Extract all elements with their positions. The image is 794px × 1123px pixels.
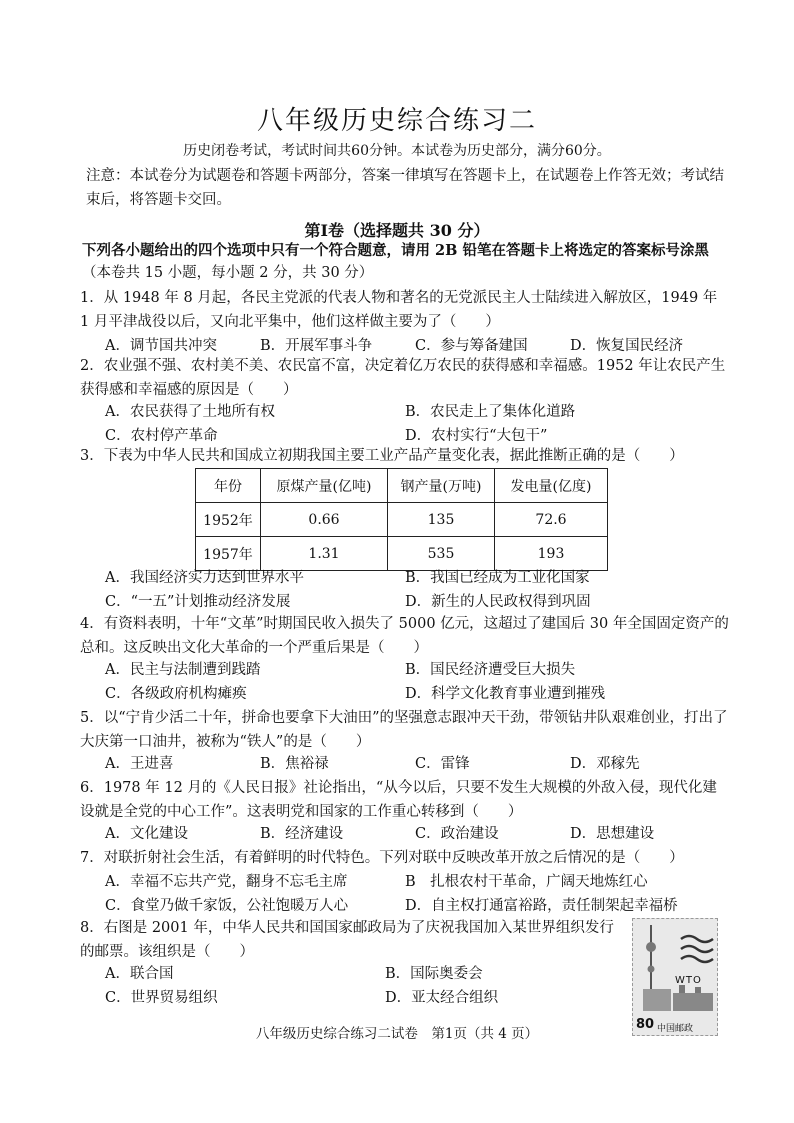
option: D．思想建设 <box>570 826 655 842</box>
table-cell: 1952年 <box>196 503 261 537</box>
option: B．农民走上了集体化道路 <box>405 404 576 420</box>
section-note: （本卷共 15 小题，每小题 2 分，共 30 分） <box>82 265 374 281</box>
option: C．农村停产革命 <box>105 428 218 444</box>
option: A．联合国 <box>105 966 174 982</box>
option: B．我国已经成为工业化国家 <box>405 570 590 586</box>
question-7-stem: 7．对联折射社会生活，有着鲜明的时代特色。下列对联中反映改革开放之后情况的是（ ） <box>80 850 684 866</box>
option: D．恢复国民经济 <box>570 338 684 354</box>
question-1-stem: 1．从 1948 年 8 月起，各民主党派的代表人物和著名的无党派民主人士陆续进入解放区，1949 年 1 月平津战役以后，又向北平集中，他们这样做主要为了（ ） <box>80 290 718 330</box>
question-4-stem: 4．有资料表明，十年“文革”时期国民收入损失了 5000 亿元，这超过了建国后 30 年全国固定资产的总和。这反映出文化大革命的一个严重后果是（ ） <box>80 616 729 656</box>
option: A．幸福不忘共产党，翻身不忘毛主席 <box>105 874 348 890</box>
table-header-cell: 年份 <box>196 469 261 503</box>
question-2-options <box>105 400 725 448</box>
question-8-options <box>105 962 665 1010</box>
option: D．农村实行“大包干” <box>405 428 548 444</box>
page-footer: 八年级历史综合练习二试卷 第1页（共 4 页） <box>255 1026 539 1042</box>
page-title: 八年级历史综合练习二 <box>256 106 537 136</box>
option: C．世界贸易组织 <box>105 990 218 1006</box>
option: D．亚太经合组织 <box>385 990 499 1006</box>
option: D．科学文化教育事业遭到摧残 <box>405 686 606 702</box>
wto-stamp-image <box>632 918 718 1036</box>
option: A．文化建设 <box>105 826 188 842</box>
question-5-options <box>105 752 725 776</box>
question-3-options <box>105 566 725 614</box>
section-instruction: 下列各小题给出的四个选项中只有一个符合题意，请用 2B 铅笔在答题卡上将选定的答案标号涂黑 <box>82 242 709 259</box>
stamp-issuer: 中国邮政 <box>657 1024 694 1034</box>
option: D．自主权打通富裕路，责任制架起幸福桥 <box>405 898 678 914</box>
option: C．食堂乃做千家饭，公社饱暖万人心 <box>105 898 349 914</box>
option: C．参与筹备建国 <box>415 338 528 354</box>
question-7-options <box>105 870 725 918</box>
question-5-stem: 5．以“宁肯少活二十年，拼命也要拿下大油田”的坚强意志跟冲天干劲，带领钻井队艰难创业，打出了大庆第一口油井，被称为“铁人”的是（ ） <box>80 710 728 750</box>
option: A．调节国共冲突 <box>105 338 217 354</box>
table-header-cell: 发电量(亿度) <box>495 469 608 503</box>
option: A．王进喜 <box>105 756 174 772</box>
exam-notice: 注意：本试卷分为试题卷和答题卡两部分，答案一律填写在答题卡上，在试题卷上作答无效；考试结束后，将答题卡交回。 <box>86 168 724 208</box>
table-row <box>196 503 608 537</box>
option: C．“一五”计划推动经济发展 <box>105 594 291 610</box>
question-6-stem: 6．1978 年 12 月的《人民日报》社论指出，“从今以后，只要不发生大规模的外敌入侵，现代化建设就是全党的中心工作”。这表明党和国家的工作重心转移到（ ） <box>80 780 717 820</box>
option: D．邓稼先 <box>570 756 640 772</box>
option: C．政治建设 <box>415 826 499 842</box>
option: C．各级政府机构瘫痪 <box>105 686 247 702</box>
question-8-stem: 8．右图是 2001 年，中华人民共和国国家邮政局为了庆祝我国加入某世界组织发行的邮票。该组织是（ ） <box>80 920 614 960</box>
table-header-row <box>196 469 608 503</box>
table-cell: 1957年 <box>196 537 261 571</box>
option: B．开展军事斗争 <box>260 338 373 354</box>
option: B．经济建设 <box>260 826 344 842</box>
option: A．我国经济实力达到世界水平 <box>105 570 304 586</box>
table-header-cell: 钢产量(万吨) <box>388 469 495 503</box>
option: D．新生的人民政权得到巩固 <box>405 594 591 610</box>
section-heading: 第Ⅰ卷（选择题共 30 分） <box>304 221 490 240</box>
option: B 扎根农村干革命，广阔天地炼红心 <box>405 874 648 890</box>
production-table <box>195 468 608 571</box>
question-6-options <box>105 822 725 846</box>
exam-subtitle: 历史闭卷考试，考试时间共60分钟。本试卷为历史部分，满分60分。 <box>183 143 611 159</box>
table-header-cell: 原煤产量(亿吨) <box>261 469 388 503</box>
table-cell: 535 <box>388 537 495 571</box>
table-cell: 135 <box>388 503 495 537</box>
stamp-value: 80 <box>636 1017 655 1032</box>
stamp-wto-label: WTO <box>675 975 702 986</box>
option: B．国民经济遭受巨大损失 <box>405 662 576 678</box>
option: B．焦裕禄 <box>260 756 329 772</box>
table-cell: 1.31 <box>261 537 388 571</box>
option: A．农民获得了土地所有权 <box>105 404 275 420</box>
question-3-stem: 3．下表为中华人民共和国成立初期我国主要工业产品产量变化表，据此推断正确的是（ ） <box>80 448 684 464</box>
table-cell: 193 <box>495 537 608 571</box>
table-cell: 72.6 <box>495 503 608 537</box>
question-4-options <box>105 658 725 706</box>
question-2-stem: 2．农业强不强、农村美不美、农民富不富，决定着亿万农民的获得感和幸福感。1952 年让农民产生获得感和幸福感的原因是（ ） <box>80 358 726 398</box>
table-cell: 0.66 <box>261 503 388 537</box>
option: A．民主与法制遭到践踏 <box>105 662 261 678</box>
option: B．国际奥委会 <box>385 966 483 982</box>
option: C．雷锋 <box>415 756 470 772</box>
